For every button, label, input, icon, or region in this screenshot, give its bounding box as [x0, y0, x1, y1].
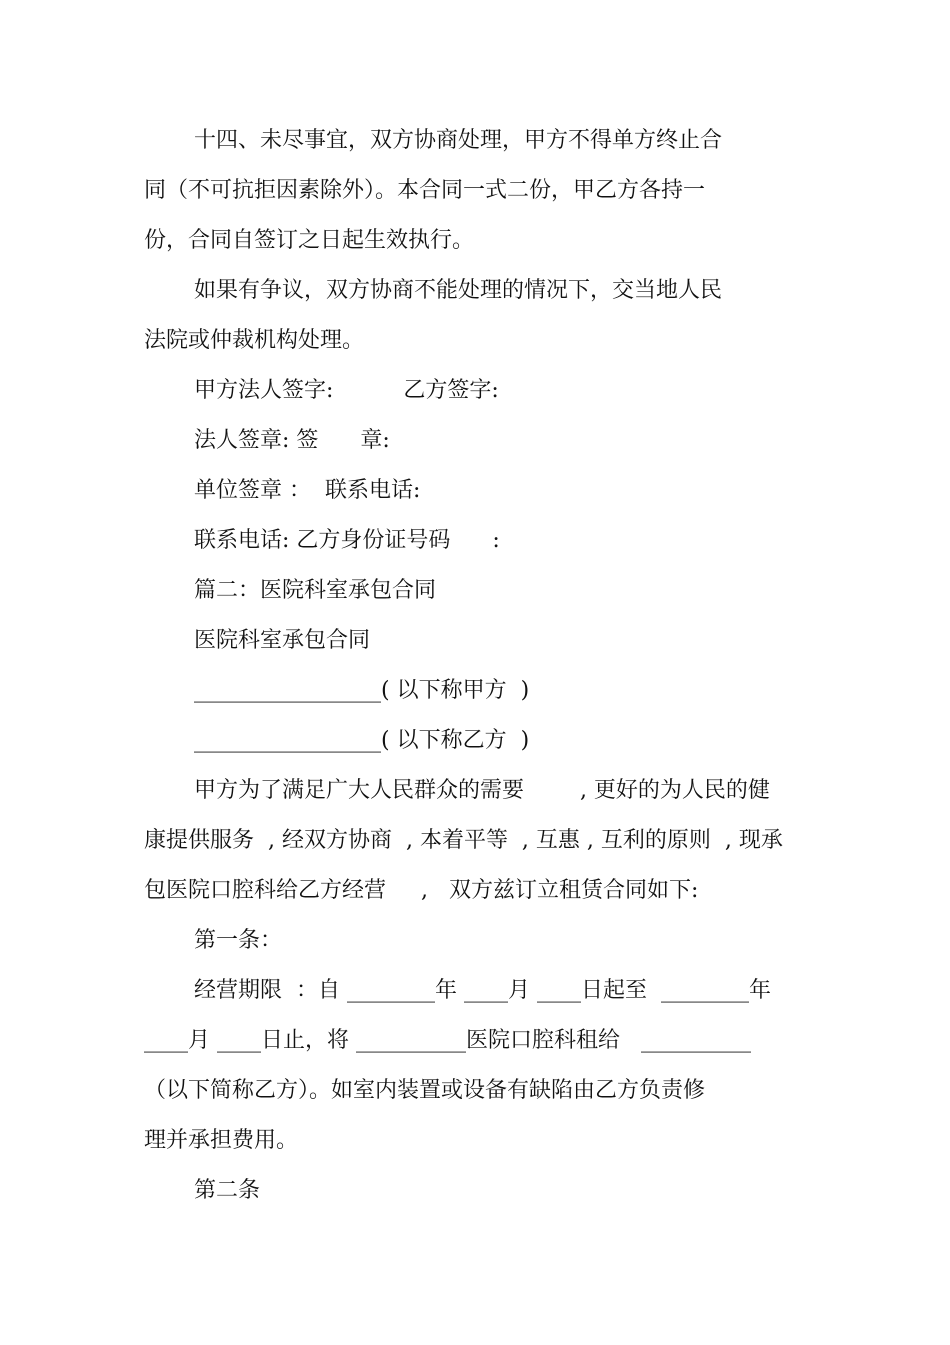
- preamble-line-1: 甲方为了满足广大人民群众的需要 , 更好的为人民的健: [194, 778, 770, 803]
- party-a-blank: _________________( 以下称甲方 ): [194, 678, 530, 703]
- legal-seal-line: 法人签章: 签 章:: [194, 428, 390, 453]
- article-one-line-2: ____月 ____日止，将 __________医院口腔科租给 __________: [144, 1028, 751, 1053]
- signature-party-a-b: 甲方法人签字: 乙方签字:: [194, 378, 499, 403]
- contract-title: 医院科室承包合同: [194, 628, 371, 653]
- dispute-line-1: 如果有争议，双方协商不能处理的情况下，交当地人民: [194, 278, 723, 303]
- dispute-line-2: 法院或仲裁机构处理。: [144, 328, 365, 353]
- phone-id-line: 联系电话: 乙方身份证号码 :: [194, 528, 500, 553]
- clause-14-line-1: 十四、未尽事宜，双方协商处理，甲方不得单方终止合: [194, 128, 723, 153]
- preamble-line-3: 包医院口腔科给乙方经营 , 双方兹订立租赁合同如下:: [144, 878, 699, 903]
- preamble-line-2: 康提供服务 , 经双方协商 , 本着平等 , 互惠 , 互利的原则 , 现承: [144, 828, 783, 853]
- unit-seal-line: 单位签章 ： 联系电话:: [194, 478, 421, 503]
- clause-14-line-3: 份，合同自签订之日起生效执行。: [144, 228, 475, 253]
- clause-14-line-2: 同（不可抗拒因素除外）。本合同一式二份，甲乙方各持一: [144, 178, 706, 203]
- article-one-line-3: （以下简称乙方）。如室内装置或设备有缺陷由乙方负责修: [144, 1078, 706, 1103]
- article-two-heading: 第二条: [194, 1178, 261, 1203]
- article-one-line-4: 理并承担费用。: [144, 1128, 299, 1153]
- article-one-heading: 第一条：: [194, 928, 283, 953]
- party-b-blank: _________________( 以下称乙方 ): [194, 728, 530, 753]
- section-two-heading: 篇二：医院科室承包合同: [194, 578, 437, 603]
- article-one-line-1: 经营期限 ：自 ________年 ____月 ____日起至 ________年: [194, 978, 771, 1003]
